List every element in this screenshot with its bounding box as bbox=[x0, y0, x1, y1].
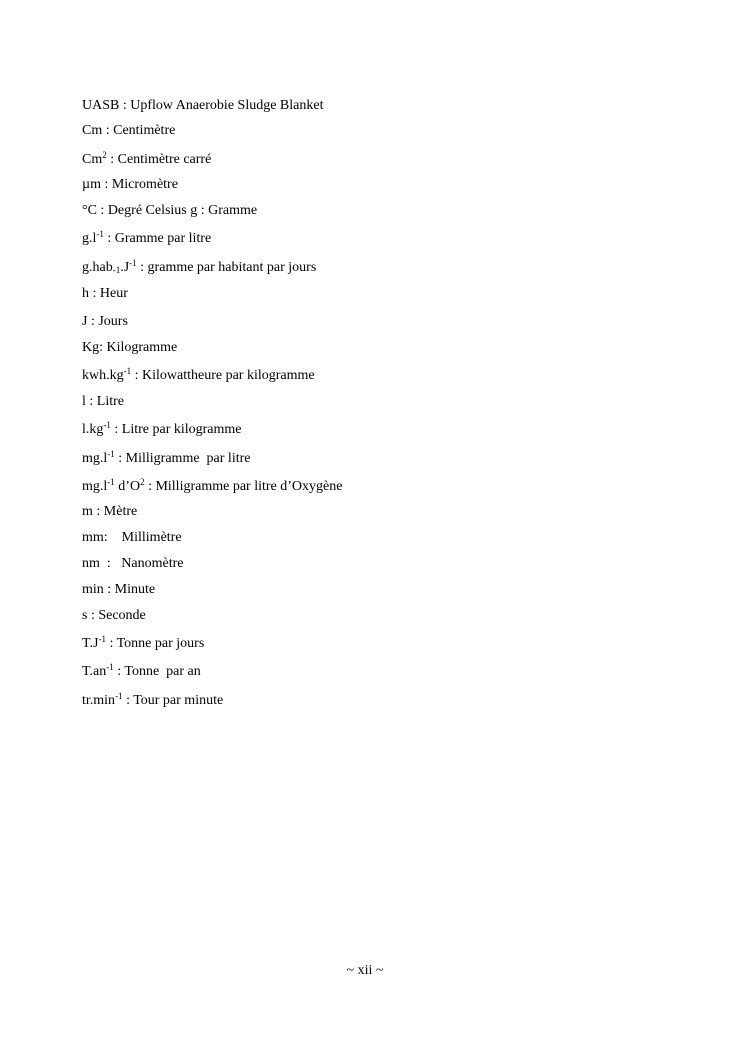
superscript: 2 bbox=[102, 150, 107, 160]
abbreviation-entry bbox=[82, 664, 201, 680]
superscript: -1 bbox=[96, 229, 104, 239]
abbreviation-text: : Tonne par an bbox=[113, 664, 201, 679]
abbreviation-entry bbox=[82, 340, 177, 356]
abbreviation-entry bbox=[82, 231, 211, 247]
abbreviation-text: J : Jours bbox=[82, 314, 128, 329]
abbreviation-text: g.l bbox=[82, 231, 97, 246]
abbreviation-text: g.hab bbox=[82, 260, 113, 275]
abbreviation-text: h : Heur bbox=[82, 286, 128, 301]
superscript: -1 bbox=[129, 258, 137, 268]
abbreviation-text: T.J bbox=[82, 636, 99, 651]
abbreviation-text: kwh.kg bbox=[82, 368, 124, 383]
abbreviation-text: mg.l bbox=[82, 451, 108, 466]
page-number bbox=[0, 963, 746, 979]
superscript: -1 bbox=[98, 634, 106, 644]
abbreviation-text: tr.min bbox=[82, 693, 116, 708]
abbreviation-text: Kg: Kilogramme bbox=[82, 340, 178, 355]
abbreviation-text: : Milligramme par litre d’Oxygène bbox=[144, 479, 343, 494]
abbreviation-text: : Kilowattheure par kilogramme bbox=[131, 368, 315, 383]
abbreviation-text: min : Minute bbox=[82, 582, 156, 597]
abbreviation-text: °C : Degré Celsius g : Gramme bbox=[82, 203, 258, 218]
superscript: -1 bbox=[123, 366, 132, 376]
abbreviation-entry bbox=[82, 451, 250, 467]
abbreviation-text: s : Seconde bbox=[82, 608, 146, 623]
abbreviation-entry bbox=[82, 422, 242, 438]
abbreviation-entry bbox=[82, 152, 211, 168]
abbreviation-entry bbox=[82, 556, 183, 572]
abbreviation-entry bbox=[82, 504, 137, 520]
abbreviation-text: : Litre par kilogramme bbox=[110, 422, 242, 437]
abbreviation-text: T.an bbox=[82, 664, 107, 679]
abbreviation-entry bbox=[82, 98, 323, 114]
abbreviation-entry bbox=[82, 177, 178, 193]
abbreviation-text: Cm bbox=[82, 152, 103, 167]
abbreviation-entry bbox=[82, 636, 204, 652]
abbreviation-text: UASB : Upflow Anaerobie Sludge Blanket bbox=[82, 98, 324, 113]
abbreviation-entry bbox=[82, 608, 146, 624]
superscript: -1 bbox=[106, 662, 114, 672]
abbreviation-entry bbox=[82, 314, 128, 330]
abbreviation-text: .J bbox=[120, 260, 130, 275]
abbreviation-entry bbox=[82, 123, 175, 139]
abbreviation-entry bbox=[82, 394, 124, 410]
superscript: -1 bbox=[107, 449, 115, 459]
abbreviation-entry bbox=[82, 286, 128, 302]
superscript: -1 bbox=[107, 477, 115, 487]
abbreviation-text: : gramme par habitant par jours bbox=[136, 260, 317, 275]
subscript: -1 bbox=[112, 265, 121, 275]
abbreviation-entry bbox=[82, 530, 182, 546]
abbreviation-text: : Gramme par litre bbox=[103, 231, 212, 246]
abbreviation-entry bbox=[82, 479, 342, 495]
abbreviation-text: : Milligramme par litre bbox=[114, 451, 251, 466]
superscript: 2 bbox=[140, 477, 145, 487]
abbreviation-text: l : Litre bbox=[82, 394, 124, 409]
abbreviation-text: l.kg bbox=[82, 422, 104, 437]
page-number-text: ~ xii ~ bbox=[346, 963, 384, 978]
abbreviation-text: nm : Nanomètre bbox=[82, 556, 184, 571]
abbreviation-text: mg.l bbox=[82, 479, 108, 494]
abbreviation-entry bbox=[82, 693, 223, 709]
abbreviation-text: Cm : Centimètre bbox=[82, 123, 176, 138]
abbreviation-entry bbox=[82, 368, 315, 384]
abbreviation-entry bbox=[82, 260, 316, 276]
abbreviation-text: µm : Micromètre bbox=[82, 177, 178, 192]
superscript: -1 bbox=[103, 420, 111, 430]
abbreviation-text: : Centimètre carré bbox=[106, 152, 212, 167]
abbreviation-text: : Tonne par jours bbox=[105, 636, 205, 651]
abbreviation-text: mm: Millimètre bbox=[82, 530, 182, 545]
abbreviation-text: : Tour par minute bbox=[122, 693, 224, 708]
abbreviation-text: d’O bbox=[114, 479, 141, 494]
abbreviation-entry bbox=[82, 582, 155, 598]
abbreviation-entry bbox=[82, 203, 257, 219]
superscript: -1 bbox=[115, 691, 123, 701]
abbreviation-text: m : Mètre bbox=[82, 504, 138, 519]
